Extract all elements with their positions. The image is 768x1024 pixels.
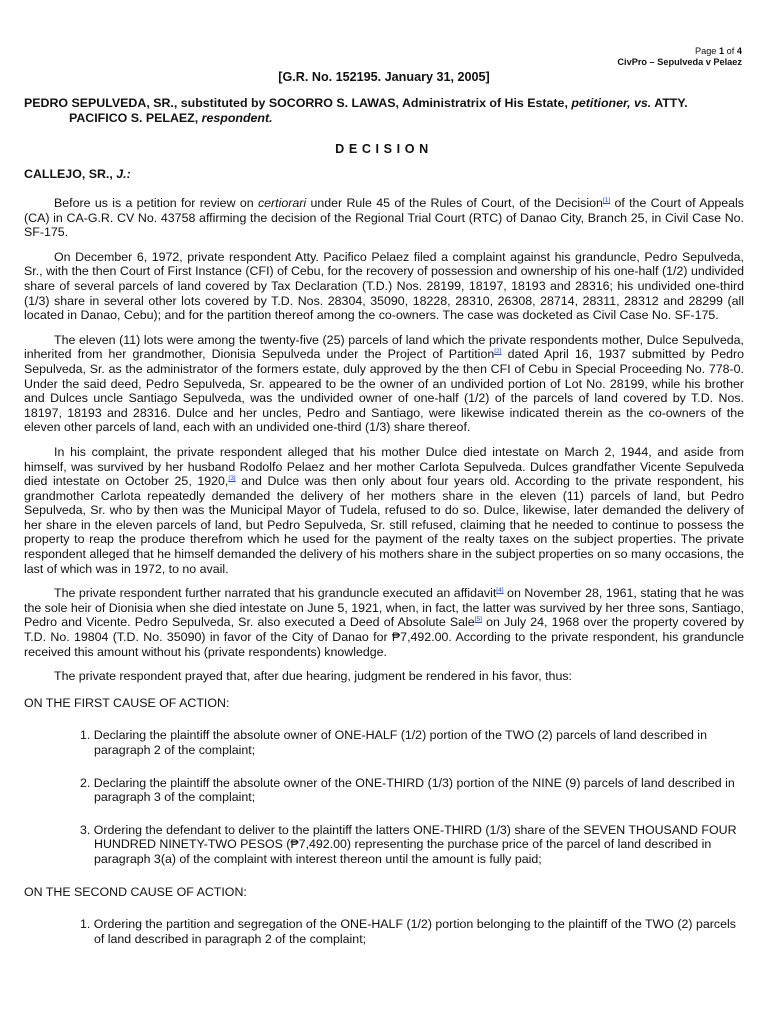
case-number: [G.R. No. 152195. January 31, 2005]: [278, 70, 490, 84]
paragraph-text: and Dulce was then only about four years old. According to the private respondent, his grandmother Carlota repeatedly demanded the delivery of her mothers share in the eleven (11) parcels of land, but Pedro Sepulveda, Sr. who by then was the Municipal Mayor of Tudela, refused to do so. Dulce, likewise, later demanded the delivery of her share in the eleven parcels of land, but Pedro Sepulveda, Sr. still refused, claiming that he needed to continue to possess the property to reap the produce therefrom which he used for the payment of the realty taxes on the subject properties. The private respondent alleged that he himself demanded the delivery of his mothers share in the subject properties on so many occasions, the last of which was in 1972, to no avail.: [24, 474, 745, 576]
respondent-label: respondent.: [201, 110, 273, 125]
footnote-link-3[interactable]: [3]: [228, 474, 236, 482]
prayer-item: 1. Declaring the plaintiff the absolute owner of ONE-HALF (1/2) portion of the TWO (2) parcels of land described in paragraph 2 of the complaint;: [80, 728, 707, 757]
paragraph-text: of the Court of Appeals (CA) in CA-G.R. CV No. 43758 affirming the decision of the Regional Trial Court (RTC) of Danao City, Branch 25, in Civil Case No. SF-175.: [24, 196, 744, 240]
paragraph-4: [24, 445, 744, 576]
respondent-name: PACIFICO S. PELAEZ,: [69, 110, 202, 125]
prayer-item: 2. Declaring the plaintiff the absolute owner of the ONE-THIRD (1/3) portion of the NINE (9) parcels of land described in paragraph 3 of the complaint;: [80, 775, 735, 805]
paragraph-1: [24, 196, 744, 240]
paragraph-text: on July 24, 1968 over the property covered by T.D. No. 19804 (T.D. No. 35090) in favor of the City of Danao for ₱7,492.00. According to the private respondent, his granduncle received this amount without his (private respondents) knowledge.: [24, 615, 744, 659]
first-cause-heading: ON THE FIRST CAUSE OF ACTION:: [24, 695, 230, 710]
page-number: [617, 46, 742, 57]
footnote-link-4[interactable]: [4]: [496, 587, 504, 595]
parties-line-2: [24, 111, 744, 126]
footnote-link-1[interactable]: [1]: [602, 196, 611, 204]
italic-term: certiorari: [257, 196, 307, 210]
case-parties: [24, 96, 744, 125]
page-header: [617, 46, 742, 68]
paragraph-3: [24, 333, 744, 435]
parties-line-1: [24, 96, 744, 111]
decision-body: [24, 196, 744, 964]
paragraph-text: under Rule 45 of the Rules of Court, of the Decision: [306, 196, 603, 210]
prayer-item: 3. Ordering the defendant to deliver to the plaintiff the latters ONE-THIRD (1/3) share of the SEVEN THOUSAND FOUR HUNDRED NINETY-TWO PESOS (₱7,492.00) representing the purchase price of the parcel of land described in paragraph 3(a) of the complaint with interest thereon until the amount is fully paid;: [80, 822, 737, 866]
paragraph-text: dated April 16, 1937 submitted by Pedro Sepulveda, Sr. as the administrator of the formers estate, duly approved by the then CFI of Cebu in Special Proceeding No. 778-0. Under the said deed, Pedro Sepulveda, Sr. appeared to be the owner of an undivided portion of Lot No. 28199, while his brother and Dulces uncle Santiago Sepulveda, was the undivided owner of one-half (1/2) of the parcels of land covered by T.D. Nos. 18197, 18193 and 28316. Dulce and her uncles, Pedro and Santiago, were likewise indicated therein as the co-owners of the eleven other parcels of land, each with an undivided one-third (1/3) share thereof.: [24, 347, 744, 435]
footnote-link-2[interactable]: [2]: [494, 348, 502, 356]
page-total: 4: [736, 46, 742, 56]
paragraph-text: In his complaint, the private respondent alleged that his mother Dulce died intestate on March 2, 1944, and aside from himself, was survived by her husband Rodolfo Pelaez and her mother Carlota Sepulveda. Dulces grandfather Vicente Sepulveda died intestate on October 25, 1920,: [24, 444, 744, 489]
paragraph-text: The private respondent further narrated that his granduncle executed an affidavit: [54, 586, 497, 601]
page-prefix: Page: [694, 46, 719, 56]
paragraph-text: The eleven (11) lots were among the twenty-five (25) parcels of land which the private respondents mother, Dulce Sepulveda, inherited from her grandmother, Dionisia Sepulveda under the Project of Partition: [24, 332, 744, 362]
page-current: 1: [718, 46, 725, 56]
prayer-item: 1. Ordering the partition and segregation of the ONE-HALF (1/2) portion belonging to the plaintiff of the TWO (2) parcels of land described in paragraph 2 of the complaint;: [80, 917, 736, 946]
ponente: [24, 167, 131, 182]
paragraph-2: On December 6, 1972, private respondent Atty. Pacifico Pelaez filed a complaint against his granduncle, Pedro Sepulveda, Sr., with the then Court of First Instance (CFI) of Cebu, for the recovery of possession and ownership of his one-half (1/2) undivided share of several parcels of land covered by Tax Declaration (T.D.) Nos. 28199, 18197, 18193 and 28316; his undivided one-third (1/3) share in several other lots covered by T.D. Nos. 28304, 35090, 18228, 28310, 26308, 28714, 28311, 28312 and 28299 (all located in Danao, Cebu); and for the partition thereof among the co-owners. The case was docketed as Civil Case No. SF-175.: [24, 249, 744, 323]
paragraph-6: The private respondent prayed that, after due hearing, judgment be rendered in his favor, thus:: [54, 669, 572, 684]
ponente-title: J.:: [116, 167, 131, 181]
second-cause-heading: ON THE SECOND CAUSE OF ACTION:: [24, 884, 247, 899]
footnote-link-5[interactable]: [5]: [474, 616, 482, 624]
paragraph-text: Before us is a petition for review on: [54, 196, 258, 210]
decision-title: DECISION: [335, 142, 433, 156]
paragraph-text: on November 28, 1961, stating that he was the sole heir of Dionisia when she died intestate on June 5, 1921, when, in fact, the latter was survived by her three sons, Santiago, Pedro and Vicente. Pedro Sepulveda, Sr. also executed a Deed of Absolute Sale: [24, 586, 744, 630]
paragraph-5: [24, 586, 744, 659]
petitioner-name: PEDRO SEPULVEDA, SR., substituted by SOCORRO S. LAWAS, Administratrix of His Estate,: [24, 96, 572, 110]
case-short-title: CivPro – Sepulveda v Pelaez: [617, 57, 742, 68]
respondent-prefix: ATTY.: [651, 96, 688, 110]
petitioner-label: petitioner, vs.: [571, 96, 652, 110]
ponente-name: CALLEJO, SR.,: [24, 167, 117, 181]
page-of: of: [724, 46, 737, 56]
